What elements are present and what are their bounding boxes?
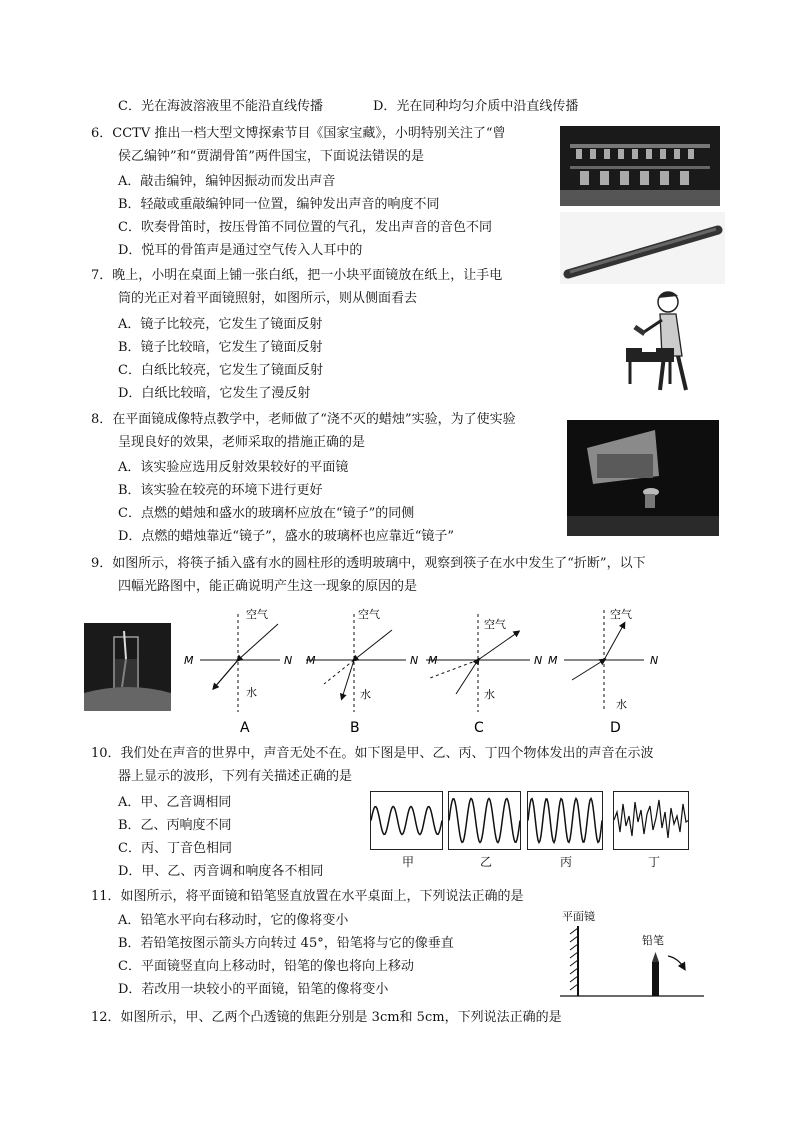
svg-text:水: 水	[246, 686, 257, 699]
q6-option-a: A．敲击编钟，编钟因振动而发出声音	[118, 174, 336, 189]
svg-text:M: M	[548, 654, 558, 667]
q7-option-b: B．镜子比较暗，它发生了镜面反射	[118, 340, 323, 355]
pencil-label: 铅笔	[642, 934, 664, 947]
waveform-bing	[527, 791, 603, 850]
q6-stem-line2: 侯乙编钟”和“贾湖骨笛”两件国宝，下面说法错误的是	[118, 149, 424, 164]
waveform-yi	[448, 791, 521, 850]
q8-option-d: D．点燃的蜡烛靠近“镜子”，盛水的玻璃杯也应靠近“镜子”	[118, 529, 455, 544]
refraction-diagram-b	[306, 607, 418, 736]
refraction-diagram-d	[548, 607, 658, 736]
air-label-a: 空气	[246, 608, 268, 621]
waveform-label-bing: 丙	[560, 855, 573, 869]
svg-text:M: M	[184, 654, 194, 667]
q12-stem: 12．如图所示，甲、乙两个凸透镜的焦距分别是 3cm和 5cm，下列说法正确的是	[91, 1010, 562, 1025]
waveform-label-ding: 丁	[648, 855, 661, 869]
svg-text:M: M	[428, 654, 438, 667]
svg-text:水: 水	[360, 688, 371, 701]
svg-text:空气: 空气	[484, 618, 506, 631]
q8-stem-line2: 呈现良好的效果，老师采取的措施正确的是	[118, 435, 366, 450]
waveform-label-jia: 甲	[402, 855, 415, 869]
q11-option-c: C．平面镜竖直向上移动时，铅笔的像也将向上移动	[118, 959, 414, 974]
q8-option-a: A．该实验应选用反射效果较好的平面镜	[118, 460, 349, 475]
q10-option-c: C．丙、丁音色相同	[118, 841, 232, 856]
diagram-label-d: D	[610, 720, 621, 736]
waveform-ding	[613, 791, 689, 850]
mirror-pencil-figure	[554, 908, 710, 1000]
q8-option-c: C．点燃的蜡烛和盛水的玻璃杯应放在“镜子”的同侧	[118, 506, 415, 521]
q10-stem-line2: 器上显示的波形，下列有关描述正确的是	[118, 769, 353, 784]
q8-stem-line1: 8．在平面镜成像特点教学中，老师做了“浇不灭的蜡烛”实验，为了使实验	[91, 412, 516, 427]
q5-option-d: D．光在同种均匀介质中沿直线传播	[373, 99, 579, 114]
q11-stem: 11．如图所示，将平面镜和铅笔竖直放置在水平桌面上，下列说法正确的是	[91, 889, 524, 904]
chopstick-in-water-photo	[84, 623, 171, 711]
q11-option-d: D．若改用一块较小的平面镜，铅笔的像将变小	[118, 982, 389, 997]
q11-option-b: B．若铅笔按图示箭头方向转过 45°，铅笔将与它的像垂直	[118, 936, 454, 951]
q6-option-b: B．轻敲或重敲编钟同一位置，编钟发出声音的响度不同	[118, 197, 440, 212]
q9-stem-line2: 四幅光路图中，能正确说明产生这一现象的原因的是	[118, 579, 418, 594]
svg-text:N: N	[534, 654, 543, 667]
svg-text:N: N	[410, 654, 419, 667]
svg-text:空气: 空气	[610, 608, 632, 621]
q6-stem-line1: 6．CCTV 推出一档大型文博探索节目《国家宝藏》，小明特别关注了“曾	[91, 126, 506, 141]
svg-text:N: N	[284, 654, 293, 667]
mirror-label: 平面镜	[562, 910, 595, 923]
q10-option-b: B．乙、丙响度不同	[118, 818, 232, 833]
waveform-jia	[370, 791, 443, 850]
refraction-diagram-a	[184, 607, 292, 736]
q10-option-d: D．甲、乙、丙音调和响度各不相同	[118, 864, 324, 879]
waveform-label-yi: 乙	[480, 855, 493, 869]
q7-stem-line1: 7．晚上，小明在桌面上铺一张白纸，把一小块平面镜放在纸上，让手电	[91, 268, 503, 283]
q10-stem-line1: 10．我们处在声音的世界中，声音无处不在。如下图是甲、乙、丙、丁四个物体发出的声音在示波	[91, 746, 654, 761]
bone-flute-photo	[560, 212, 725, 284]
q8-option-b: B．该实验在较亮的环境下进行更好	[118, 483, 323, 498]
q7-option-d: D．白纸比较暗，它发生了漫反射	[118, 386, 311, 401]
svg-text:水: 水	[484, 688, 495, 701]
q11-option-a: A．铅笔水平向右移动时，它的像将变小	[118, 913, 349, 928]
svg-text:空气: 空气	[358, 608, 380, 621]
q7-stem-line2: 筒的光正对着平面镜照射，如图所示，则从侧面看去	[118, 291, 418, 306]
q7-option-c: C．白纸比较亮，它发生了镜面反射	[118, 363, 323, 378]
q5-option-c: C．光在海波溶液里不能沿直线传播	[118, 99, 323, 114]
refraction-diagram-c	[426, 614, 542, 736]
q7-option-a: A．镜子比较亮，它发生了镜面反射	[118, 317, 323, 332]
svg-text:水: 水	[616, 698, 627, 711]
refraction-diagrams	[180, 604, 680, 740]
diagram-label-b: B	[350, 720, 360, 736]
flashlight-boy-illustration	[620, 286, 712, 398]
svg-text:N: N	[650, 654, 659, 667]
q6-option-d: D．悦耳的骨笛声是通过空气传入人耳中的	[118, 243, 363, 258]
q10-option-a: A．甲、乙音调相同	[118, 795, 232, 810]
candle-glass-photo	[567, 420, 719, 536]
q9-stem-line1: 9．如图所示，将筷子插入盛有水的圆柱形的透明玻璃中，观察到筷子在水中发生了“折断”，以下	[91, 556, 646, 571]
svg-text:M: M	[306, 654, 316, 667]
diagram-label-a: A	[240, 720, 250, 736]
diagram-label-c: C	[474, 720, 484, 736]
q6-option-c: C．吹奏骨笛时，按压骨笛不同位置的气孔，发出声音的音色不同	[118, 220, 492, 235]
bianzhong-bells-photo	[560, 126, 720, 206]
